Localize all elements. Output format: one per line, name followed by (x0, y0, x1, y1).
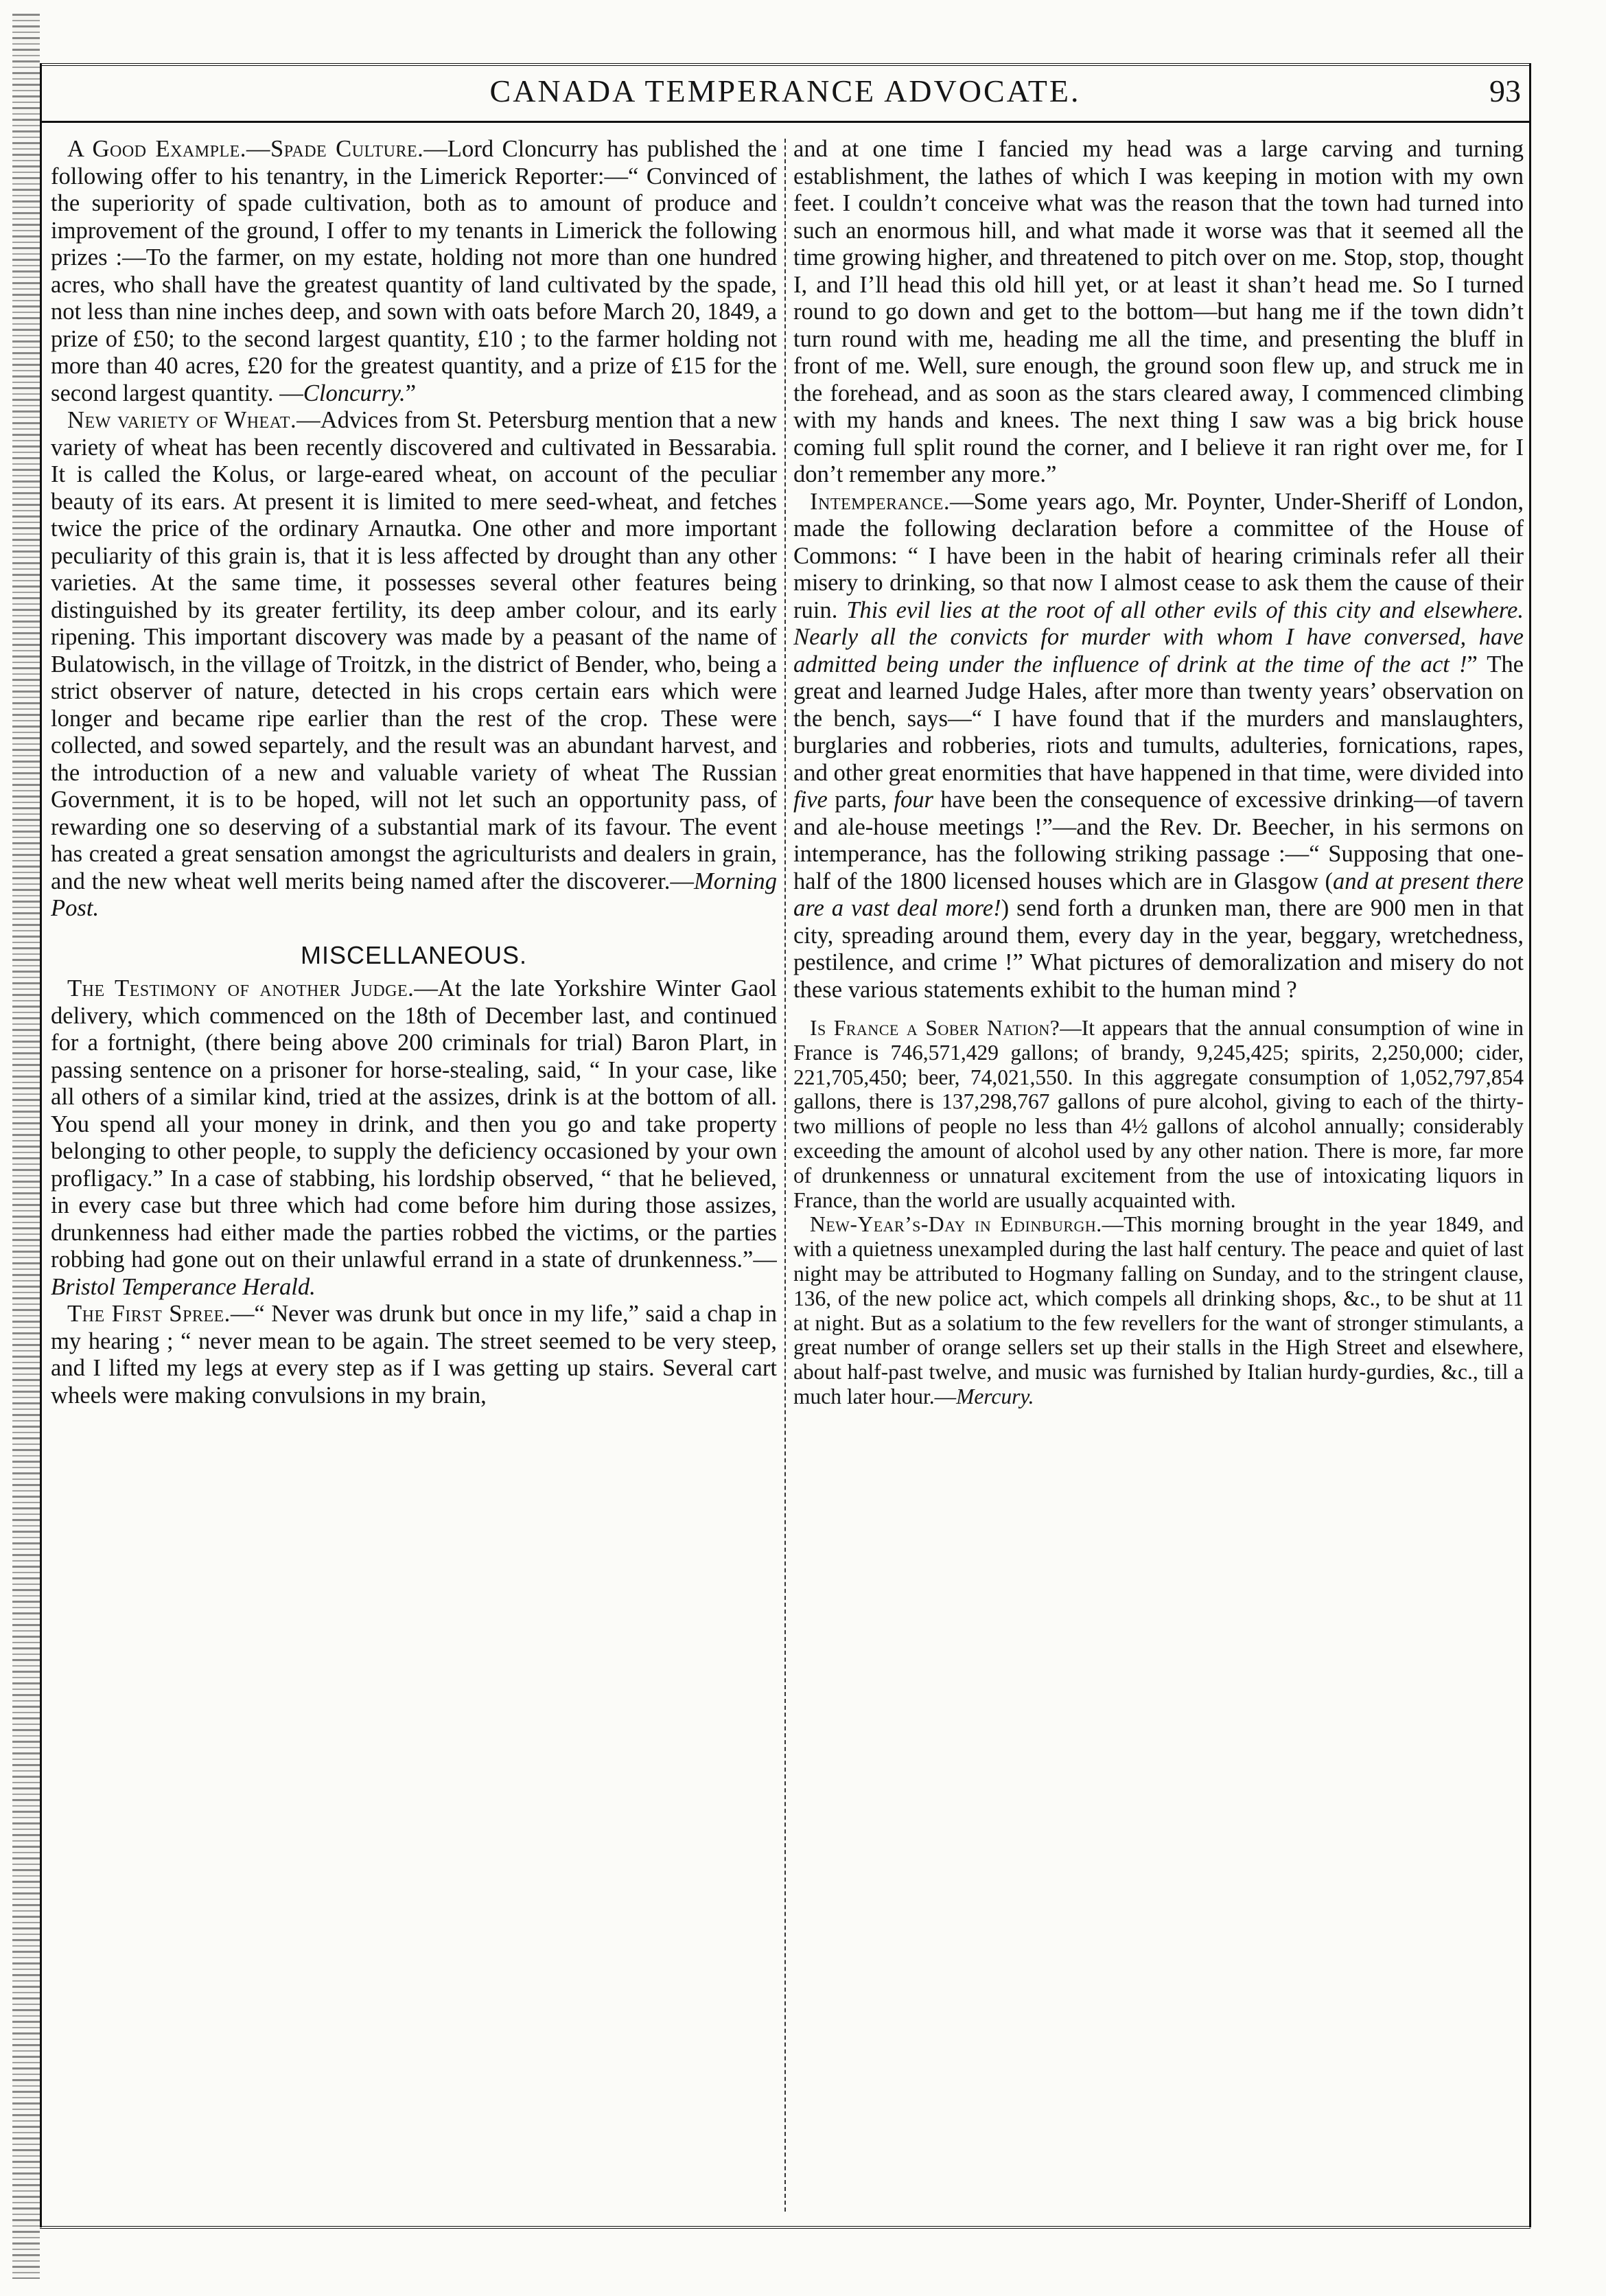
article-intemperance (793, 489, 1524, 1004)
article-body: —It appears that the annual consumption of wine in France is 746,571,429 gallons; of brandy, 9,245,425; spirits, 2,250,000; cider, 221,705,450; beer, 74,021,550. In this aggregate consumption of 1,052,797,854 gallons, there is 137,298,767 gallons of pure alcohol, giving to each of the thirty-two millions of people no less than 4½ gallons of alcohol annually; considerably exceeding the amount of alcohol used by any other nation. There is more, far more of drunkenness or unnatural excitement from the use of intoxicating liquors in France, than the world are usually acquainted with. (793, 1016, 1524, 1212)
article-testimony-judge (51, 975, 777, 1301)
article-source: Mercury. (956, 1384, 1034, 1408)
italic-word: five (793, 787, 828, 813)
article-body: —Advices from St. Petersburg mention that a new variety of wheat has been recently discovered and cultivated in Bessarabia. It is called the Kolus, or large-eared wheat, on account of the peculiar beauty of its ears. At present it is limited to mere seed-wheat, and fetches twice the price of the ordinary Arnautka. One other and more important peculiarity of this grain is, that it is less affected by drought than any other varieties. At the same time, it possesses several other features being distinguished by its greater fertility, its deep amber colour, and its early ripening. This important discovery was made by a peasant of the name of Bulatowisch, in the village of Troitzk, in the district of Bender, who, being a strict observer of nature, detected in his crops certain ears which were longer and became ripe earlier than the rest of the crop. These were collected, and sowed separtely, and the result was an abundant harvest, and the introduction of a new and valuable variety of wheat The Russian Government, it is to be hoped, will not let such an opportunity pass, of rewarding one so deserving of a substantial mark of its favour. The event has created a great sensation amongst the agriculturists and dealers in grain, and the new wheat well merits being named after the discoverer.— (51, 407, 777, 894)
article-heading: Intemperance. (810, 488, 950, 515)
article-body: —“ Never was drunk but once in my life,” said a chap in my hearing ; “ never mean to be again. The street seemed to be very steep, and I lifted my legs at every step as if I was getting up stairs. Several cart wheels were making convulsions in my brain, (51, 1301, 777, 1408)
article-first-spree-continued: and at one time I fancied my head was a large carving and turning establishment, the lathes of which I was keeping in motion with my own feet. I couldn’t conceive what was the reason that the town had turned into such an enormous hill, and what made it worse was that it seemed all the time growing higher, and threatened to pitch over on me. Stop, stop, thought I, and I’ll head this old hill yet, or at least it shan’t head me. So I turned round to go down and get to the bottom—but hang me if the town didn’t turn round with me, heading me all the time, and presenting the bluff in front of me. Well, sure enough, the ground soon flew up, and struck me in the forehead, and as soon as the stars cleared away, I commenced climbing with my hands and knees. The next thing I saw was a big brick house coming full split round the corner, and I believe it ran right over me, for I don’t remember any more.” (793, 136, 1524, 487)
article-body: ” The great and learned Judge Hales, after more than twenty years’ observation on the bench, says—“ I have found that if the murders and manslaughters, burglaries and robberies, riots and tumults, adulteries, fornications, rapes, and other great enormities that have happened in that time, were divided into (793, 651, 1524, 786)
article-france-sober (793, 1016, 1524, 1212)
page-frame-bottom (40, 2226, 1531, 2229)
italic-passage: and at present there are a vast deal more! (793, 868, 1524, 921)
page-frame-right (1529, 63, 1531, 2227)
article-body: —Some years ago, Mr. Poynter, Under-Sheriff of London, made the following declaration before a committee of the House of Commons: “ I have been in the habit of hearing criminals refer all their misery to drinking, so that now I almost cease to ask them the cause of their ruin. (793, 488, 1524, 623)
article-heading: The Testimony of another Judge. (67, 975, 415, 1001)
italic-word: four (894, 787, 934, 813)
page-frame-left (40, 63, 42, 2227)
page-number: 93 (1489, 73, 1521, 108)
spacer (793, 1004, 1524, 1016)
article-heading: Is France a Sober Nation? (810, 1016, 1060, 1040)
masthead-title: CANADA TEMPERANCE ADVOCATE. (489, 73, 1081, 108)
italic-passage: This evil lies at the root of all other evils of this city and elsewhere. Nearly all the convicts for murder with whom I have conversed, have admitted being under the influence of drink at the time of the act ! (793, 596, 1524, 677)
article-body: have been the consequence of excessive drinking—of tavern and ale-house meetings !”—and the Rev. Dr. Beecher, in his sermons on intemperance, has the following striking passage :—“ Supposing that one-half of the 1800 licensed houses which are in Glasgow ( (793, 787, 1524, 894)
binding-edge (12, 14, 40, 2279)
article-first-spree (51, 1301, 777, 1409)
article-source: Morning Post. (51, 868, 777, 921)
article-new-years-day (793, 1212, 1524, 1408)
left-column (51, 136, 777, 2223)
article-heading: New-Year’s-Day in Edinburgh. (810, 1212, 1102, 1237)
article-body: —Lord Cloncurry has published the following offer to his tenantry, in the Limerick Reporter:—“ Convinced of the superiority of spade cultivation, both as to amount of produce and improvement of the ground, I offer to my tenants in Limerick the following prizes :—To the farmer, on my estate, holding not more than one hundred acres, who shall have the greatest quantity of land cultivated by the spade, not less than nine inches deep, and sown with oats before March 20, 1849, a prize of £50; to the second largest quantity, £10 ; to the farmer holding not more than 40 acres, £20 for the greatest quantity, and a prize of £15 for the second largest quantity. — (51, 136, 777, 406)
article-heading: New variety of Wheat. (67, 407, 297, 433)
column-rule (784, 139, 786, 2212)
running-head (41, 71, 1529, 123)
closing-quote: ” (405, 380, 417, 406)
article-body: parts, (827, 787, 894, 813)
right-column (793, 136, 1524, 2223)
page-frame-top (40, 63, 1531, 66)
article-signature: Cloncurry. (303, 380, 406, 406)
article-body: —This morning brought in the year 1849, and with a quietness unexampled during the last half century. The peace and quiet of last night may be attributed to Hogmany falling on Sunday, and to the stringent clause, 136, of the new police act, which compels all drinking shops, &c., to be shut at 11 at night. But as a solatium to the few revellers for the want of stronger stimulants, a great number of orange sellers set up their stalls in the High Street and elsewhere, about half-past twelve, and music was furnished by Italian hurdy-gurdies, &c., till a much later hour.— (793, 1212, 1524, 1408)
article-body: —At the late Yorkshire Winter Gaol delivery, which commenced on the 18th of December last, and continued for a fortnight, (there being above 200 criminals for trial) Baron Plart, in passing sentence on a prisoner for horse-stealing, said, “ In your case, like all others of a similar kind, tried at the assizes, drink is at the bottom of all. You spend all your money in drink, and then you go and take property belonging to other people, to supply the deficiency occasioned by your own profligacy.” In a case of stabbing, his lordship observed, “ that he believed, in every case but three which had come before him during those assizes, drunkenness had either made the parties robbed the victims, or the parties robbing had gone out on their unlawful errand in a state of drunkenness.”— (51, 975, 777, 1273)
article-source: Bristol Temperance Herald. (51, 1273, 316, 1300)
section-heading-miscellaneous: MISCELLANEOUS. (300, 940, 528, 969)
article-new-wheat (51, 407, 777, 923)
article-body: ) send forth a drunken man, there are 900 men in that city, spreading around them, every day in the year, beggary, wretchedness, pestilence, and crime !” What pictures of demoralization and misery do not these various statements exhibit to the human mind ? (793, 895, 1524, 1003)
article-spade-culture (51, 136, 777, 407)
article-heading: A Good Example.—Spade Culture. (67, 136, 424, 162)
article-heading: The First Spree. (67, 1301, 231, 1327)
